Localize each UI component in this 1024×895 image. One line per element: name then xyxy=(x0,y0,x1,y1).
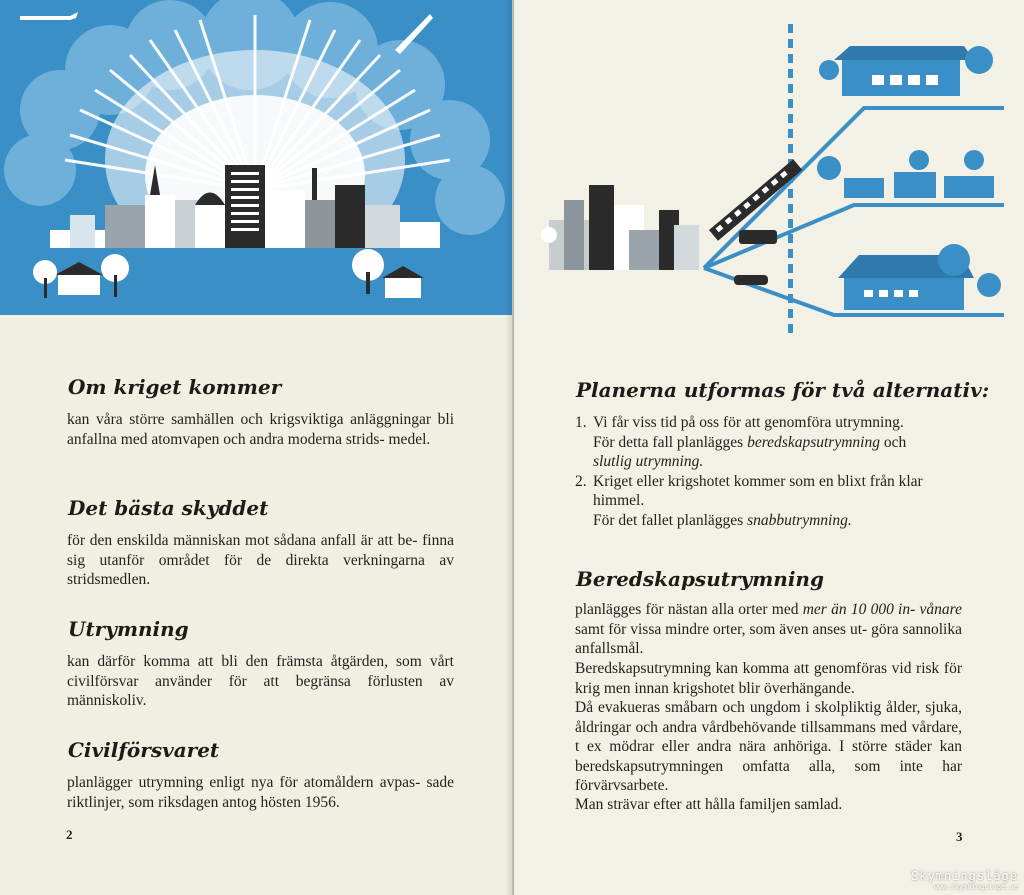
paragraph-evakueras: Då evakueras småbarn och ungdom i skolpliktig ålder, sjuka, åldringar och andra vårdbehövande tillsammans med vårdare, t ex mödrar eller andra nära anhöriga. I större städer kan beredskapsutrymningen omfatta alla, som inte har förvärvsarbete. xyxy=(575,699,962,794)
alternative-1-line1: Vi får viss tid på oss för att genomföra utrymning. xyxy=(593,414,904,431)
paragraph-familjen: Man strävar efter att hålla familjen samlad. xyxy=(575,796,843,813)
heading-beredskapsutrymning: Beredskapsutrymning xyxy=(576,567,824,591)
list-number: 1. xyxy=(575,414,587,431)
right-page xyxy=(514,0,1024,895)
paragraph-beredskap-orter xyxy=(575,600,962,659)
alternative-1-line2 xyxy=(593,433,965,453)
page-number-left: 2 xyxy=(66,827,73,842)
paragraph-text: planlägges för nästan alla orter med xyxy=(575,601,803,618)
paragraph-text: samt för vissa mindre orter, som även anses ut- göra sannolika anfallsmål. xyxy=(575,620,962,657)
list-item-alternative-2 xyxy=(575,472,965,531)
heading-om-kriget-kommer: Om kriget kommer xyxy=(68,375,282,399)
page-number-right: 3 xyxy=(956,829,963,844)
alternative-2-emphasis: snabbutrymning. xyxy=(747,511,852,529)
list-item-alternative-1 xyxy=(575,413,965,472)
alternative-1-line2-text: För detta fall planlägges xyxy=(593,433,748,451)
heading-planerna-utformas: Planerna utformas för två alternativ: xyxy=(576,378,990,402)
alternative-2-line1: Kriget eller krigshotet kommer som en blixt från klar himmel. xyxy=(593,472,923,509)
alternative-2-line2 xyxy=(593,511,965,531)
paragraph-om-kriget-kommer: kan våra större samhällen och krigsviktiga anläggningar bli anfallna med atomvapen och andra moderna strids- medel. xyxy=(67,411,454,448)
paragraph-utrymning: kan därför komma att bli den främsta åtgärden, som vårt civilförsvar använder för att begränsa förlusten av människoliv. xyxy=(67,653,454,709)
watermark xyxy=(911,869,1018,891)
paragraph-civilforsvaret: planlägger utrymning enligt nya för atomåldern avpas- sade riktlinjer, som riksdagen antog hösten 1956. xyxy=(67,774,454,811)
list-number: 2. xyxy=(575,472,587,490)
alternative-2-line2-text: För det fallet planlägges xyxy=(593,511,748,529)
heading-utrymning: Utrymning xyxy=(68,617,189,641)
evacuation-routes-illustration xyxy=(534,20,1004,345)
paragraph-emphasis: mer än 10 000 in- vånare xyxy=(802,601,962,618)
alternative-1-line3: slutlig utrymning. xyxy=(593,453,704,470)
heading-det-basta-skyddet: Det bästa skyddet xyxy=(68,496,269,520)
alternatives-list xyxy=(575,413,965,530)
alternative-1-emphasis: beredskapsutrymning xyxy=(747,433,880,451)
atomic-blast-city-illustration xyxy=(0,0,512,315)
paragraph-beredskap-risk: Beredskapsutrymning kan komma att genomföras vid risk för krig men innan krigshotet blir överhängande. xyxy=(575,660,962,697)
heading-civilforsvaret: Civilförsvaret xyxy=(68,738,220,762)
alternative-1-line2-post: och xyxy=(879,433,907,451)
watermark-title: Skymningsläge xyxy=(911,869,1018,883)
paragraph-det-basta-skyddet: för den enskilda människan mot sådana anfall är att be- finna sig utanför området för de direkta verkningarna av stridsmedlen. xyxy=(67,532,454,588)
watermark-url: www.skymningslage.se xyxy=(933,883,1018,891)
